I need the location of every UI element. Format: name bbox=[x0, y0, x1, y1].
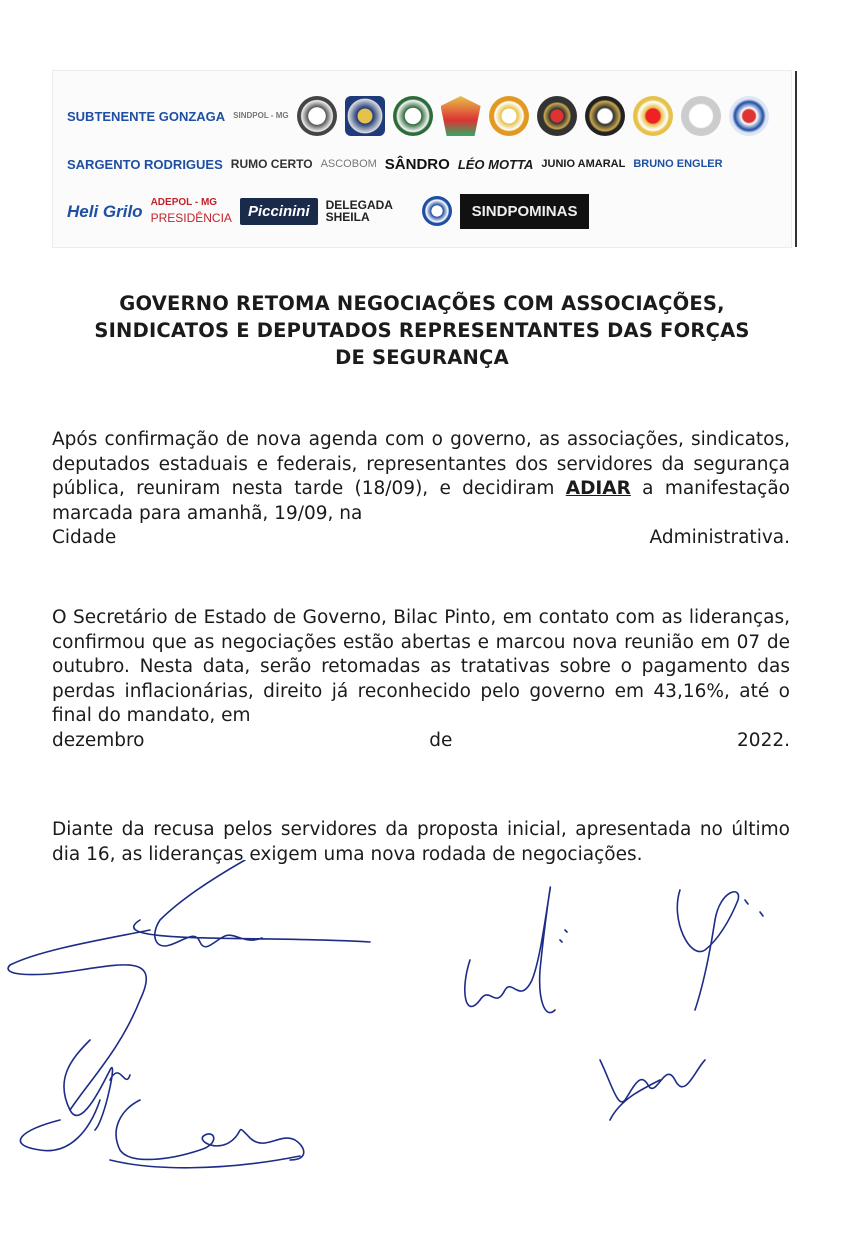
signature-2 bbox=[20, 1040, 130, 1151]
logo-presidencia: PRESIDÊNCIA bbox=[150, 211, 232, 225]
paragraph-last-line bbox=[52, 729, 790, 754]
logo-adepol bbox=[151, 198, 232, 224]
paragraph-1 bbox=[52, 428, 790, 551]
logo-strip bbox=[52, 70, 792, 248]
paragraph-2 bbox=[52, 606, 790, 754]
logo-sargento-rodrigues: SARGENTO RODRIGUES bbox=[67, 156, 223, 172]
cscs-seal-icon bbox=[681, 96, 721, 136]
paragraph-text: de bbox=[429, 729, 453, 751]
logo-row-1 bbox=[67, 87, 783, 145]
logo-leo-motta: LÉO MOTTA bbox=[457, 156, 534, 172]
title-line: SINDICATOS E DEPUTADOS REPRESENTANTES DAS FORÇAS bbox=[94, 319, 750, 342]
association-seal-icon bbox=[393, 96, 433, 136]
association-seal-icon bbox=[633, 96, 673, 136]
association-seal-icon bbox=[537, 96, 577, 136]
association-seal-icon bbox=[489, 96, 529, 136]
paragraph-text: 2022. bbox=[737, 729, 790, 751]
logo-ascobom: ASCOBOM bbox=[320, 157, 377, 170]
title-line: GOVERNO RETOMA NEGOCIAÇÕES COM ASSOCIAÇÕES, bbox=[119, 292, 725, 315]
emphasis-adiar: ADIAR bbox=[565, 478, 631, 500]
paragraph-text: dezembro bbox=[52, 729, 145, 751]
logo-piccinini: Piccinini bbox=[240, 198, 318, 225]
association-seal-icon bbox=[422, 196, 452, 226]
logo-rumo-certo: RUMO CERTO bbox=[230, 157, 313, 171]
association-seal-icon bbox=[585, 96, 625, 136]
logo-delegada-sheila: DELEGADA SHEILA bbox=[325, 198, 393, 224]
logo-sindpol-mg: SINDPOL - MG bbox=[233, 111, 289, 120]
logo-subtenente-gonzaga: SUBTENENTE GONZAGA bbox=[67, 108, 226, 124]
logo-row-2 bbox=[67, 147, 783, 181]
sindpol-shield-icon bbox=[441, 96, 481, 136]
paragraph-last-line bbox=[52, 526, 790, 551]
paragraph-text: a manifestação marcada para amanhã, 19/09, na bbox=[52, 478, 790, 524]
logo-sandro: SÂNDRO bbox=[384, 155, 450, 173]
document-title bbox=[54, 290, 790, 371]
paragraph-text: Administrativa. bbox=[649, 527, 790, 549]
page-edge-line bbox=[795, 71, 797, 247]
paragraph-text: Diante da recusa pelos servidores da proposta inicial, apresentada no último dia 16, as lideranças exigem uma nova rodada de negociações. bbox=[52, 819, 790, 865]
signature-3 bbox=[110, 1100, 304, 1168]
paragraph-text: Após confirmação de nova agenda com o governo, as associações, sindicatos, deputados estaduais e federais, representantes dos servidores da segurança pública, reuniram nesta tarde (18/09), e decidiram bbox=[52, 429, 790, 500]
signature-1 bbox=[8, 860, 370, 1110]
association-seal-icon bbox=[297, 96, 337, 136]
signature-4 bbox=[465, 887, 567, 1013]
logo-adepol-mg: ADEPOL - MG bbox=[150, 197, 218, 208]
association-seal-icon bbox=[729, 96, 769, 136]
logo-heli-grilo: Heli Grilo bbox=[67, 201, 143, 221]
title-line: DE SEGURANÇA bbox=[335, 346, 509, 369]
signature-5 bbox=[600, 890, 763, 1120]
signatures-area bbox=[0, 860, 861, 1239]
paragraph-text: Cidade bbox=[52, 527, 117, 549]
paragraph-text: O Secretário de Estado de Governo, Bilac Pinto, em contato com as lideranças, confirmou que as negociações estão abertas e marcou nova reunião em 07 de outubro. Nesta data, serão retomadas as tratativas sobre o pagamento das perdas inflacionárias, direito já reconhecido pelo governo em 43,16%, até o final do mandato, em bbox=[52, 607, 790, 727]
logo-sindpomina: SINDPOMINAS bbox=[460, 194, 590, 229]
logo-bruno-engler: BRUNO ENGLER bbox=[633, 157, 723, 170]
logo-row-3 bbox=[67, 185, 783, 237]
association-seal-icon bbox=[345, 96, 385, 136]
logo-junio-amaral: JUNIO AMARAL bbox=[541, 157, 626, 170]
